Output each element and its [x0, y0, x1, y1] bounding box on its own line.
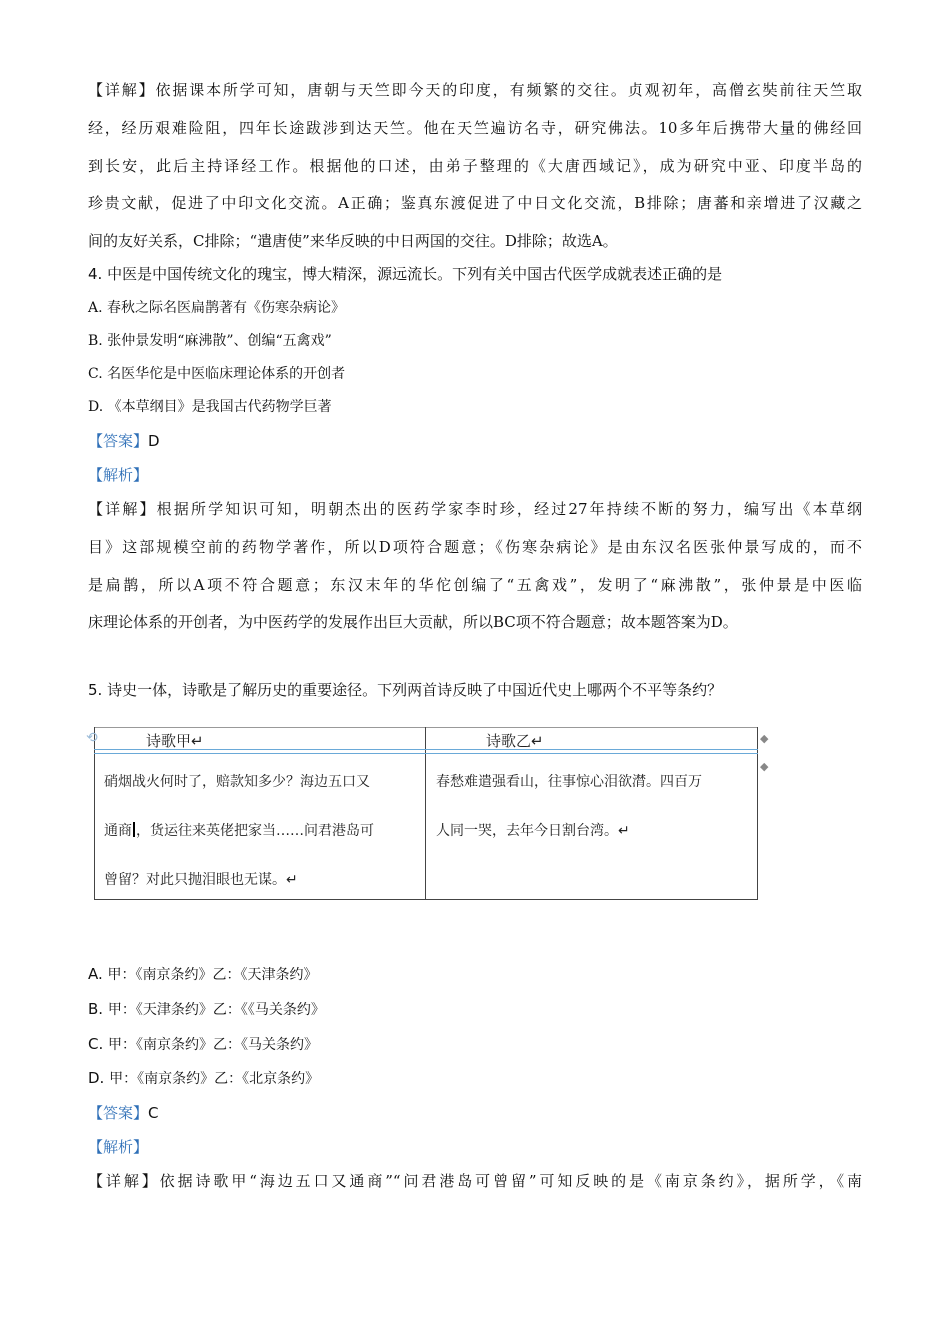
- q3-explanation-line-2: 经，经历艰难险阻，四年长途跋涉到达天竺。他在天竺遍访名寺，研究佛法。10多年后携带大量的佛经回: [88, 119, 862, 137]
- q5-answer-label: 【答案】: [88, 1104, 149, 1122]
- poem-a-line-2: [104, 820, 374, 840]
- poem-a-line-1: 硝烟战火何时了，赔款知多少？海边五口又: [104, 774, 370, 790]
- poem-a-line-2-start: 通商: [104, 823, 132, 839]
- header-rule-2: [94, 753, 758, 754]
- q5-option-d: [88, 1068, 319, 1089]
- q5-option-c-text: 甲：《南京条约》乙：《马关条约》: [108, 1037, 319, 1053]
- row-marker-icon: ◆: [760, 732, 769, 745]
- q4-explanation-line-1: 【详解】根据所学知识可知，明朝杰出的医药学家李时珍，经过27年持续不断的努力，编写出《本草纲: [88, 500, 862, 518]
- poem-b-header: 诗歌乙↵: [486, 732, 544, 750]
- text-cursor: [133, 822, 135, 837]
- q3-explanation-line-3: 到长安，此后主持译经工作。根据他的口述，由弟子整理的《大唐西域记》，成为研究中亚、印度半岛的: [88, 157, 862, 175]
- poem-b-line-1: 春愁难遣强看山，往事惊心泪欲潸。四百万: [436, 774, 702, 790]
- q5-option-d-text: 甲：《南京条约》乙：《北京条约》: [109, 1071, 320, 1087]
- q3-explanation-line-5: 间的友好关系，C排除；“遣唐使”来华反映的中日两国的交往。D排除；故选A。: [88, 232, 618, 250]
- q5-option-c-letter: C.: [88, 1035, 104, 1053]
- poem-table: [86, 714, 769, 900]
- q5-question: [88, 680, 722, 700]
- q4-question: [88, 264, 722, 284]
- q4-answer: [88, 431, 160, 451]
- q5-answer-value: C: [148, 1104, 159, 1122]
- q5-option-b: [88, 999, 325, 1020]
- poem-a-line-2-end: ，货运往来英佬把家当……问君港岛可: [136, 823, 374, 839]
- q5-option-a-text: 甲：《南京条约》乙：《天津条约》: [107, 967, 318, 983]
- q5-option-b-letter: B.: [88, 1000, 104, 1018]
- q4-stem: 中医是中国传统文化的瑰宝，博大精深，源远流长。下列有关中国古代医学成就表述正确的是: [107, 265, 723, 283]
- q5-explanation-line-1: 【详解】依据诗歌甲“海边五口又通商”“问君港岛可曾留”可知反映的是《南京条约》，据所学，《南: [88, 1172, 862, 1190]
- q5-option-a-letter: A.: [88, 965, 103, 983]
- poem-b-line-2: 人同一哭，去年今日割台湾。↵: [436, 823, 630, 839]
- q3-explanation-line-1: 【详解】依据课本所学可知，唐朝与天竺即今天的印度，有频繁的交往。贞观初年，高僧玄奘前往天竺取: [88, 81, 862, 99]
- q5-option-d-letter: D.: [88, 1069, 105, 1087]
- q5-option-b-text: 甲：《天津条约》乙：《《马关条约》: [107, 1002, 325, 1018]
- q5-option-a: [88, 964, 318, 985]
- q5-option-c: [88, 1034, 318, 1055]
- q4-number: 4.: [88, 265, 103, 283]
- q3-explanation-line-4: 珍贵文献，促进了中印文化交流。A正确；鉴真东渡促进了中日文化交流，B排除；唐蕃和亲增进了汉藏之: [88, 194, 862, 212]
- q4-answer-label: 【答案】: [88, 432, 149, 450]
- poem-a-line-3: 曾留？对此只抛泪眼也无谋。↵: [104, 872, 298, 888]
- q4-explanation-line-2: 目》这部规模空前的药物学著作，所以D项符合题意；《伤寒杂病论》是由东汉名医张仲景写成的，而不: [88, 538, 862, 556]
- q4-explanation-line-3: 是扁鹊，所以A项不符合题意；东汉末年的华佗创编了“五禽戏”，发明了“麻沸散”，张仲景是中医临: [88, 576, 862, 594]
- table-handle-icon: ⟲: [86, 730, 98, 746]
- q4-option-d: D. 《本草纲目》是我国古代药物学巨著: [88, 399, 332, 415]
- q4-option-c: C. 名医华佗是中医临床理论体系的开创者: [88, 366, 346, 382]
- poem-a-header: 诗歌甲↵: [146, 732, 204, 750]
- q5-stem: 诗史一体，诗歌是了解历史的重要途径。下列两首诗反映了中国近代史上哪两个不平等条约？: [107, 681, 723, 699]
- row-marker-icon-2: ◆: [760, 760, 769, 773]
- q4-answer-value: D: [148, 432, 160, 450]
- q4-analysis-label: 【解析】: [88, 466, 149, 484]
- q5-number: 5.: [88, 681, 103, 699]
- q4-option-b: B. 张仲景发明“麻沸散”、创编“五禽戏”: [88, 333, 332, 349]
- q4-explanation-line-4: 床理论体系的开创者，为中医药学的发展作出巨大贡献，所以BC项不符合题意；故本题答案为D。: [88, 613, 738, 631]
- q4-option-a: A. 春秋之际名医扁鹊著有《伤寒杂病论》: [88, 300, 346, 316]
- q5-analysis-label: 【解析】: [88, 1138, 149, 1156]
- q5-answer: [88, 1103, 159, 1123]
